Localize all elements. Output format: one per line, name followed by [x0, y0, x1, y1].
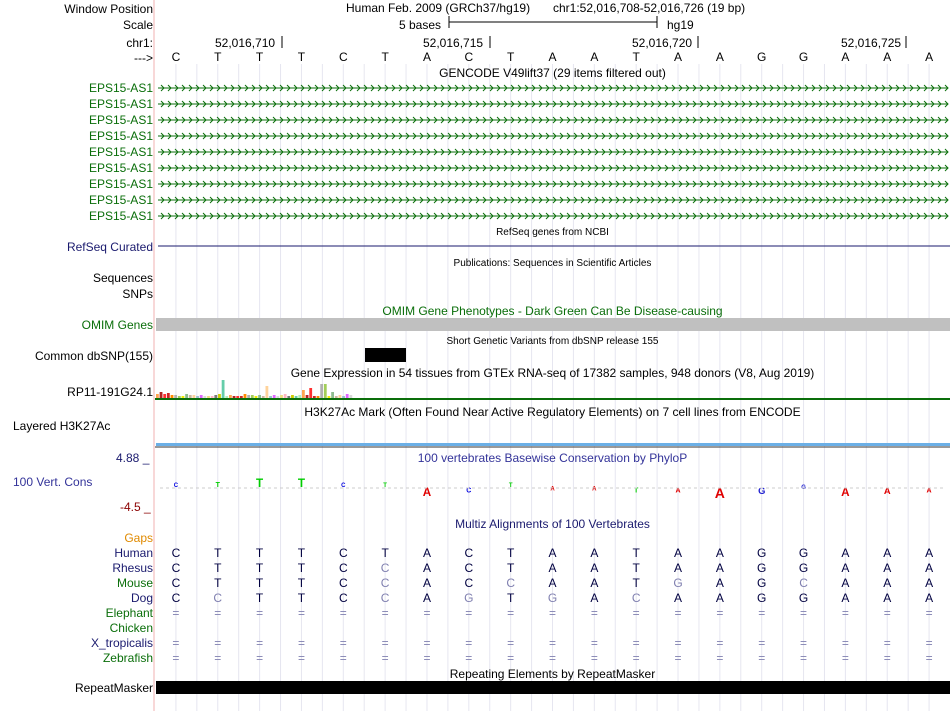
base-letter: A: [883, 50, 892, 64]
gtex-bar: [255, 396, 258, 398]
multiz-base: =: [925, 606, 933, 620]
h3k27ac-label[interactable]: Layered H3K27Ac: [13, 419, 111, 433]
gtex-bar: [291, 395, 294, 398]
phylop-min: -4.5 _: [120, 500, 151, 514]
ruler-tick-label: 52,016,715: [423, 36, 484, 50]
multiz-base: =: [256, 651, 264, 665]
multiz-base: C: [799, 576, 808, 590]
multiz-base: A: [548, 561, 557, 575]
multiz-species-label[interactable]: X_tropicalis: [90, 636, 153, 650]
multiz-base: G: [798, 546, 809, 560]
multiz-base: =: [716, 636, 724, 650]
gtex-bar: [236, 396, 239, 398]
gtex-bar: [331, 392, 334, 398]
multiz-base: A: [883, 561, 892, 575]
dbsnp-item: [365, 348, 406, 362]
omim-label[interactable]: OMIM Genes: [81, 318, 153, 332]
phylop-glyph: T: [215, 482, 220, 489]
repeatmasker-label[interactable]: RepeatMasker: [74, 681, 153, 695]
gencode-title[interactable]: GENCODE V49lift37 (29 items filtered out): [439, 66, 666, 80]
gtex-bar: [189, 395, 192, 398]
h3k27ac-signal: [156, 443, 950, 446]
gtex-bar: [262, 396, 265, 398]
gtex-label[interactable]: RP11-191G24.1: [67, 385, 153, 399]
multiz-base: =: [758, 606, 766, 620]
base-letter: G: [757, 50, 767, 64]
base-letter: A: [590, 50, 599, 64]
multiz-base: =: [297, 651, 305, 665]
ruler-tick-label: 52,016,725: [841, 36, 902, 50]
multiz-base: =: [883, 651, 891, 665]
multiz-species-label[interactable]: Dog: [130, 591, 153, 605]
multiz-base: =: [841, 636, 849, 650]
window-position-label: Window Position: [64, 2, 153, 16]
multiz-base: =: [339, 651, 347, 665]
sequences-label[interactable]: Sequences: [92, 271, 153, 285]
gtex-bar: [324, 384, 327, 398]
multiz-species-label[interactable]: Mouse: [116, 576, 153, 590]
gtex-bar: [342, 396, 345, 398]
multiz-base: C: [171, 561, 181, 575]
multiz-base: =: [381, 651, 389, 665]
gtex-bar: [335, 396, 338, 398]
phylop-glyph: T: [256, 477, 264, 490]
multiz-base: C: [464, 576, 474, 590]
multiz-base: =: [590, 606, 598, 620]
multiz-base: =: [465, 636, 473, 650]
gtex-bar: [349, 395, 352, 398]
phylop-glyph: A: [592, 486, 597, 493]
multiz-base: =: [256, 636, 264, 650]
assembly-text: Human Feb. 2009 (GRCh37/hg19): [346, 1, 531, 15]
base-letter: T: [297, 50, 306, 64]
multiz-species-label[interactable]: Chicken: [109, 621, 153, 635]
base-letter: G: [798, 50, 809, 64]
omim-bar: [156, 318, 950, 331]
base-letter: T: [506, 50, 515, 64]
multiz-base: =: [423, 606, 431, 620]
gtex-bar: [280, 395, 283, 398]
gtex-bar: [273, 395, 276, 398]
multiz-base: A: [422, 561, 431, 575]
gtex-bar: [339, 395, 342, 398]
phylop-glyph: A: [883, 486, 891, 497]
refseq-label[interactable]: RefSeq Curated: [66, 240, 153, 254]
multiz-base: T: [255, 591, 264, 605]
phylop-label[interactable]: 100 Vert. Cons: [13, 475, 93, 489]
multiz-base: A: [841, 561, 850, 575]
gtex-bar: [171, 395, 174, 398]
multiz-base: =: [548, 636, 557, 650]
multiz-base: T: [632, 561, 640, 575]
base-letter: C: [171, 50, 181, 64]
base-letter: A: [674, 50, 683, 64]
gaps-label[interactable]: Gaps: [124, 531, 153, 545]
multiz-base: =: [632, 606, 640, 620]
multiz-base: =: [381, 636, 389, 650]
phylop-glyph: G: [758, 486, 766, 497]
multiz-base: =: [172, 606, 180, 620]
dbsnp-label[interactable]: Common dbSNP(155): [34, 349, 153, 363]
dbsnp-title[interactable]: Short Genetic Variants from dbSNP release 155: [446, 336, 659, 347]
multiz-base: A: [590, 546, 599, 560]
multiz-base: T: [214, 546, 222, 560]
phylop-glyph: A: [675, 487, 681, 495]
gtex-bar: [317, 396, 320, 398]
base-letter: A: [422, 50, 431, 64]
multiz-base: =: [841, 651, 849, 665]
gtex-bar: [225, 396, 228, 398]
gencode-item-label[interactable]: EPS15-AS1: [88, 193, 153, 207]
phylop-glyph: C: [173, 483, 179, 489]
multiz-species-label[interactable]: Elephant: [105, 606, 153, 620]
multiz-base: C: [171, 546, 181, 560]
gtex-bar: [178, 396, 181, 398]
multiz-base: T: [381, 546, 389, 560]
multiz-base: =: [590, 651, 598, 665]
multiz-base: A: [925, 591, 934, 605]
multiz-base: G: [798, 561, 809, 575]
gtex-bar: [214, 395, 217, 398]
multiz-base: A: [841, 546, 850, 560]
multiz-base: =: [214, 606, 222, 620]
base-letter: A: [925, 50, 934, 64]
multiz-base: A: [590, 576, 599, 590]
multiz-species-label[interactable]: Zebrafish: [102, 651, 153, 665]
multiz-base: G: [757, 591, 767, 605]
multiz-base: C: [338, 561, 348, 575]
multiz-species-label[interactable]: Rhesus: [112, 561, 153, 575]
multiz-base: A: [841, 576, 850, 590]
multiz-base: =: [800, 606, 808, 620]
gtex-bar: [244, 394, 247, 398]
gtex-bar: [320, 384, 323, 398]
gtex-bar: [328, 396, 331, 398]
multiz-base: C: [380, 591, 390, 605]
multiz-base: =: [883, 636, 891, 650]
multiz-species-label[interactable]: Human: [114, 546, 153, 560]
multiz-base: T: [214, 576, 222, 590]
multiz-base: =: [297, 606, 305, 620]
base-letter: A: [548, 50, 557, 64]
publications-title[interactable]: Publications: Sequences in Scientific Articles: [453, 258, 652, 269]
strand-label: --->: [134, 51, 153, 65]
multiz-base: T: [255, 546, 264, 560]
gtex-bar: [218, 394, 221, 398]
multiz-base: C: [171, 576, 181, 590]
phylop-glyph: T: [383, 483, 387, 489]
phylop-glyph: T: [508, 483, 513, 489]
multiz-base: =: [172, 636, 180, 650]
multiz-base: A: [422, 576, 431, 590]
multiz-base: T: [297, 576, 306, 590]
gencode-item-label[interactable]: EPS15-AS1: [88, 129, 153, 143]
multiz-base: C: [338, 546, 348, 560]
phylop-glyph: A: [550, 486, 555, 493]
multiz-base: G: [464, 591, 474, 605]
gtex-bar: [306, 395, 309, 398]
multiz-base: =: [507, 651, 515, 665]
multiz-base: =: [925, 636, 933, 650]
multiz-base: =: [800, 636, 808, 650]
refseq-title[interactable]: RefSeq genes from NCBI: [496, 227, 609, 238]
multiz-base: C: [464, 561, 474, 575]
multiz-base: A: [422, 591, 431, 605]
multiz-base: =: [507, 606, 515, 620]
phylop-glyph: T: [297, 477, 306, 490]
multiz-base: =: [925, 651, 933, 665]
multiz-base: T: [297, 561, 306, 575]
multiz-base: C: [171, 591, 181, 605]
gencode-item-label[interactable]: EPS15-AS1: [88, 209, 153, 223]
snps-label[interactable]: SNPs: [122, 287, 153, 301]
multiz-base: =: [716, 651, 724, 665]
multiz-base: G: [757, 546, 767, 560]
repeatmasker-title[interactable]: Repeating Elements by RepeatMasker: [449, 667, 656, 681]
gtex-bar: [229, 395, 232, 398]
multiz-base: A: [841, 591, 850, 605]
multiz-base: T: [297, 546, 306, 560]
multiz-base: T: [506, 561, 515, 575]
gtex-bar: [203, 396, 206, 398]
base-letter: T: [214, 50, 222, 64]
multiz-base: =: [883, 606, 891, 620]
base-letter: C: [464, 50, 474, 64]
base-letter: T: [381, 50, 389, 64]
gtex-bar: [346, 394, 349, 398]
multiz-base: =: [548, 651, 557, 665]
gtex-bar: [156, 394, 159, 398]
base-letter: T: [632, 50, 640, 64]
gtex-bar: [298, 395, 301, 398]
multiz-base: A: [715, 546, 724, 560]
multiz-base: =: [423, 636, 431, 650]
base-letter: C: [338, 50, 348, 64]
gencode-item-label[interactable]: EPS15-AS1: [88, 113, 153, 127]
multiz-base: =: [632, 636, 640, 650]
gtex-bar: [167, 393, 170, 398]
gtex-bar: [193, 395, 196, 398]
multiz-base: C: [506, 576, 515, 590]
scale-bases: 5 bases: [399, 18, 442, 32]
multiz-base: T: [297, 591, 306, 605]
multiz-title[interactable]: Multiz Alignments of 100 Vertebrates: [455, 517, 650, 531]
gtex-bar: [258, 395, 261, 398]
multiz-base: G: [757, 561, 767, 575]
multiz-base: =: [507, 636, 515, 650]
gtex-bar: [313, 396, 316, 398]
gencode-item-label[interactable]: EPS15-AS1: [88, 145, 153, 159]
multiz-base: C: [213, 591, 223, 605]
gencode-item-label[interactable]: EPS15-AS1: [88, 161, 153, 175]
gtex-bar: [287, 396, 290, 398]
phylop-max: 4.88 _: [116, 451, 150, 465]
multiz-base: =: [214, 651, 222, 665]
base-letter: A: [715, 50, 724, 64]
multiz-base: C: [338, 591, 348, 605]
multiz-base: T: [255, 561, 264, 575]
gtex-bar: [276, 396, 279, 398]
multiz-base: =: [339, 606, 347, 620]
multiz-base: A: [925, 576, 934, 590]
multiz-base: T: [506, 591, 515, 605]
multiz-base: C: [380, 576, 390, 590]
multiz-base: A: [422, 546, 431, 560]
phylop-glyph: T: [634, 487, 639, 495]
multiz-base: =: [297, 636, 305, 650]
gtex-title[interactable]: Gene Expression in 54 tissues from GTEx RNA-seq of 17382 samples, 948 donors (V8, Aug 2019): [290, 366, 815, 380]
gtex-bar: [200, 395, 203, 398]
gtex-bar: [269, 396, 272, 398]
multiz-base: =: [716, 606, 724, 620]
multiz-base: A: [883, 591, 892, 605]
multiz-base: C: [631, 591, 641, 605]
multiz-base: C: [380, 561, 390, 575]
multiz-base: C: [464, 546, 474, 560]
base-letter: T: [255, 50, 264, 64]
gtex-bar: [295, 396, 298, 398]
multiz-base: =: [214, 636, 222, 650]
h3k27ac-title[interactable]: H3K27Ac Mark (Often Found Near Active Regulatory Elements) on 7 cell lines from ENCODE: [304, 405, 801, 419]
ruler-tick-label: 52,016,710: [215, 36, 276, 50]
multiz-base: A: [590, 591, 599, 605]
scale-assembly: hg19: [667, 18, 694, 32]
omim-title[interactable]: OMIM Gene Phenotypes - Dark Green Can Be Disease-causing: [382, 304, 723, 318]
phylop-glyph: G: [801, 485, 806, 491]
gtex-bar: [251, 395, 254, 398]
phylop-glyph: A: [926, 487, 932, 495]
phylop-glyph: A: [714, 484, 725, 501]
multiz-base: A: [925, 546, 934, 560]
multiz-base: =: [465, 606, 473, 620]
chrom-label: chr1:: [126, 36, 153, 50]
multiz-base: C: [338, 576, 348, 590]
multiz-base: =: [381, 606, 389, 620]
multiz-base: A: [590, 561, 599, 575]
multiz-base: A: [674, 546, 683, 560]
gtex-bar: [309, 388, 312, 398]
multiz-base: =: [256, 606, 264, 620]
gtex-bar: [211, 396, 214, 398]
multiz-base: G: [547, 591, 558, 605]
multiz-base: =: [841, 606, 849, 620]
phylop-glyph: A: [841, 486, 850, 499]
multiz-base: =: [674, 606, 682, 620]
gtex-bar: [174, 395, 177, 398]
gtex-bar: [233, 396, 236, 398]
multiz-base: A: [548, 576, 557, 590]
multiz-base: =: [758, 636, 766, 650]
multiz-base: =: [172, 651, 180, 665]
ruler-tick-label: 52,016,720: [632, 36, 693, 50]
gtex-bar: [182, 396, 185, 398]
multiz-base: =: [758, 651, 766, 665]
gtex-bar: [185, 394, 188, 398]
multiz-base: A: [715, 561, 724, 575]
gencode-item-label[interactable]: EPS15-AS1: [88, 177, 153, 191]
gtex-bar: [196, 396, 199, 398]
multiz-base: =: [674, 651, 682, 665]
gencode-item-label[interactable]: EPS15-AS1: [88, 97, 153, 111]
multiz-base: A: [674, 591, 683, 605]
multiz-base: G: [757, 576, 767, 590]
multiz-base: =: [632, 651, 640, 665]
multiz-base: =: [674, 636, 682, 650]
gtex-bar: [160, 392, 163, 398]
multiz-base: =: [465, 651, 473, 665]
multiz-base: T: [506, 546, 515, 560]
phylop-title[interactable]: 100 vertebrates Basewise Conservation by PhyloP: [417, 451, 688, 465]
multiz-base: T: [632, 576, 640, 590]
multiz-base: A: [925, 561, 934, 575]
multiz-base: T: [255, 576, 264, 590]
multiz-base: A: [883, 546, 892, 560]
gtex-bar: [240, 396, 243, 398]
gtex-bar: [266, 386, 269, 398]
multiz-base: T: [632, 546, 640, 560]
multiz-base: =: [590, 636, 598, 650]
multiz-base: =: [423, 651, 431, 665]
repeatmasker-bar: [156, 681, 950, 694]
multiz-base: A: [715, 591, 724, 605]
scale-label: Scale: [122, 18, 153, 32]
gtex-bar: [302, 390, 305, 398]
gencode-item-label[interactable]: EPS15-AS1: [88, 81, 153, 95]
position-text: chr1:52,016,708-52,016,726 (19 bp): [553, 1, 746, 15]
gtex-bar: [284, 394, 287, 398]
multiz-base: A: [674, 561, 683, 575]
gtex-bar: [163, 394, 166, 398]
phylop-glyph: A: [422, 486, 432, 499]
multiz-base: G: [798, 591, 809, 605]
multiz-base: A: [548, 546, 557, 560]
gtex-bar: [222, 380, 225, 398]
gtex-bar: [247, 395, 250, 398]
phylop-glyph: C: [466, 487, 472, 495]
multiz-base: A: [883, 576, 892, 590]
multiz-base: =: [548, 606, 557, 620]
multiz-base: =: [800, 651, 808, 665]
multiz-base: T: [214, 561, 222, 575]
multiz-base: =: [339, 636, 347, 650]
multiz-base: G: [673, 576, 683, 590]
base-letter: A: [841, 50, 850, 64]
multiz-base: A: [715, 576, 724, 590]
phylop-glyph: C: [341, 483, 346, 489]
gtex-bar: [207, 396, 210, 398]
